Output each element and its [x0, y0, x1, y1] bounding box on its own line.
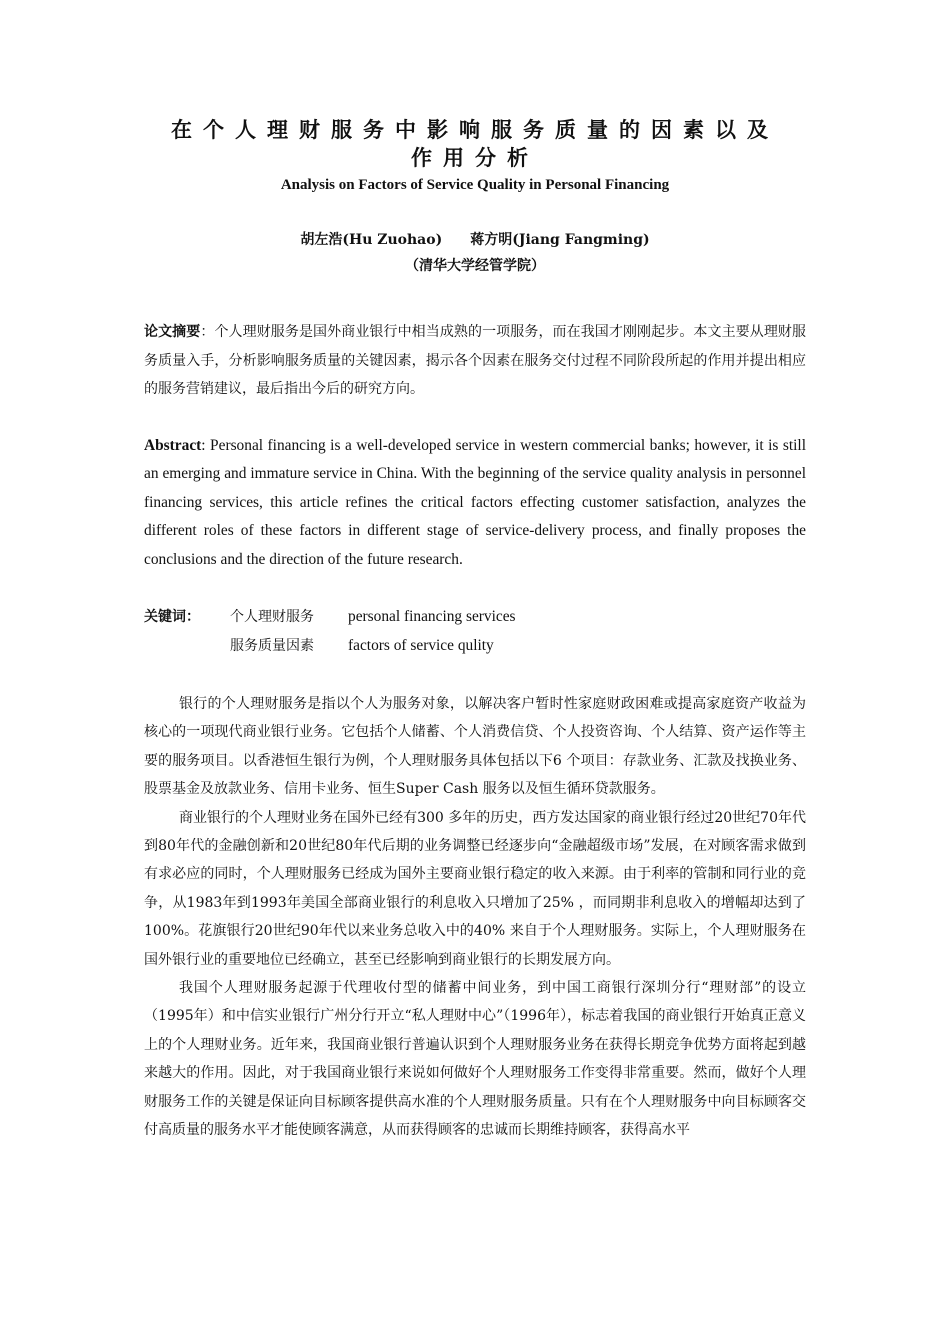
title-cn-line2: 作用分析 [411, 146, 539, 170]
abstract-cn-label: 论文摘要 [144, 324, 201, 340]
keyword-cn: 服务质量因素 [230, 637, 314, 654]
keyword-en: factors of service qulity [348, 636, 494, 654]
keywords-label: 关键词： [144, 609, 200, 625]
body-text [144, 690, 806, 1145]
paper-title-cn [144, 116, 806, 172]
abstract-cn-text: ：个人理财服务是国外商业银行中相当成熟的一项服务，而在我国才刚刚起步。本文主要从理财服务质量入手，分析影响服务质量的关键因素，揭示各个因素在服务交付过程不同阶段所起的作用并提出相应的服务营销建议，最后指出今后的研究方向。 [144, 324, 807, 397]
keywords-section [144, 603, 806, 660]
keyword-en: personal financing services [348, 608, 516, 625]
author-line [144, 229, 806, 251]
keyword-cn: 个人理财服务 [230, 609, 314, 625]
abstract-en-text: : Personal financing is a well-developed service in western commercial banks; however, it is still an emerging and immature service in China. With the beginning of the service quality analysis in personnel financing services, this article refines the critical factors effecting customer satisfaction, analyzes the different roles of these factors in different stage of service-delivery process, and finally proposes the conclusions and the direction of the future research. [144, 436, 806, 568]
abstract-en [144, 432, 806, 575]
abstract-cn [144, 318, 806, 404]
keyword-item [144, 603, 806, 632]
paper-page [144, 116, 806, 1145]
abstract-en-label: Abstract [144, 436, 202, 454]
affiliation: （清华大学经管学院） [405, 258, 545, 274]
author-2: 蒋方明(Jiang Fangming) [470, 232, 650, 248]
body-paragraph: 商业银行的个人理财业务在国外已经有300 多年的历史，西方发达国家的商业银行经过20世纪70年代到80年代的金融创新和20世纪80年代后期的业务调整已经逐步向“金融超级市场”发展，在对顾客需求做到有求必应的同时，个人理财服务已经成为国外主要商业银行稳定的收入来源。由于利率的管制和同行业的竞争，从1983年到1993年美国全部商业银行的利息收入只增加了25% ，而同期非利息收入的增幅却达到了100%。花旗银行20世纪90年代以来业务总收入中的40% 来自于个人理财服务。实际上，个人理财服务在国外银行业的重要地位已经确立，甚至已经影响到商业银行的长期发展方向。 [144, 809, 806, 968]
body-paragraph: 银行的个人理财服务是指以个人为服务对象，以解决客户暂时性家庭财政困难或提高家庭资产收益为核心的一项现代商业银行业务。它包括个人储蓄、个人消费信贷、个人投资咨询、个人结算、资产运作等主要的服务项目。以香港恒生银行为例，个人理财服务具体包括以下6 个项目：存款业务、汇款及找换业务、股票基金及放款业务、信用卡业务、恒生Super Cash 服务以及恒生循环贷款服务。 [144, 696, 806, 798]
title-cn-line1: 在个人理财服务中影响服务质量的因素以及 [171, 118, 779, 142]
body-paragraph: 我国个人理财服务起源于代理收付型的储蓄中间业务，到中国工商银行深圳分行“理财部”的设立（1995年）和中信实业银行广州分行开立“私人理财中心”（1996年），标志着我国的商业银行开始真正意义上的个人理财业务。近年来，我国商业银行普遍认识到个人理财服务业务在获得长期竞争优势方面将起到越来越大的作用。因此，对于我国商业银行来说如何做好个人理财服务工作变得非常重要。然而，做好个人理财服务工作的关键是保证向目标顾客提供高水准的个人理财服务质量。只有在个人理财服务中向目标顾客交付高质量的服务水平才能使顾客满意，从而获得顾客的忠诚而长期维持顾客，获得高水平 [144, 980, 806, 1139]
paper-title-en: Analysis on Factors of Service Quality in Personal Financing [280, 177, 670, 193]
author-1: 胡左浩(Hu Zuohao) [300, 232, 443, 248]
keyword-item [144, 632, 806, 661]
